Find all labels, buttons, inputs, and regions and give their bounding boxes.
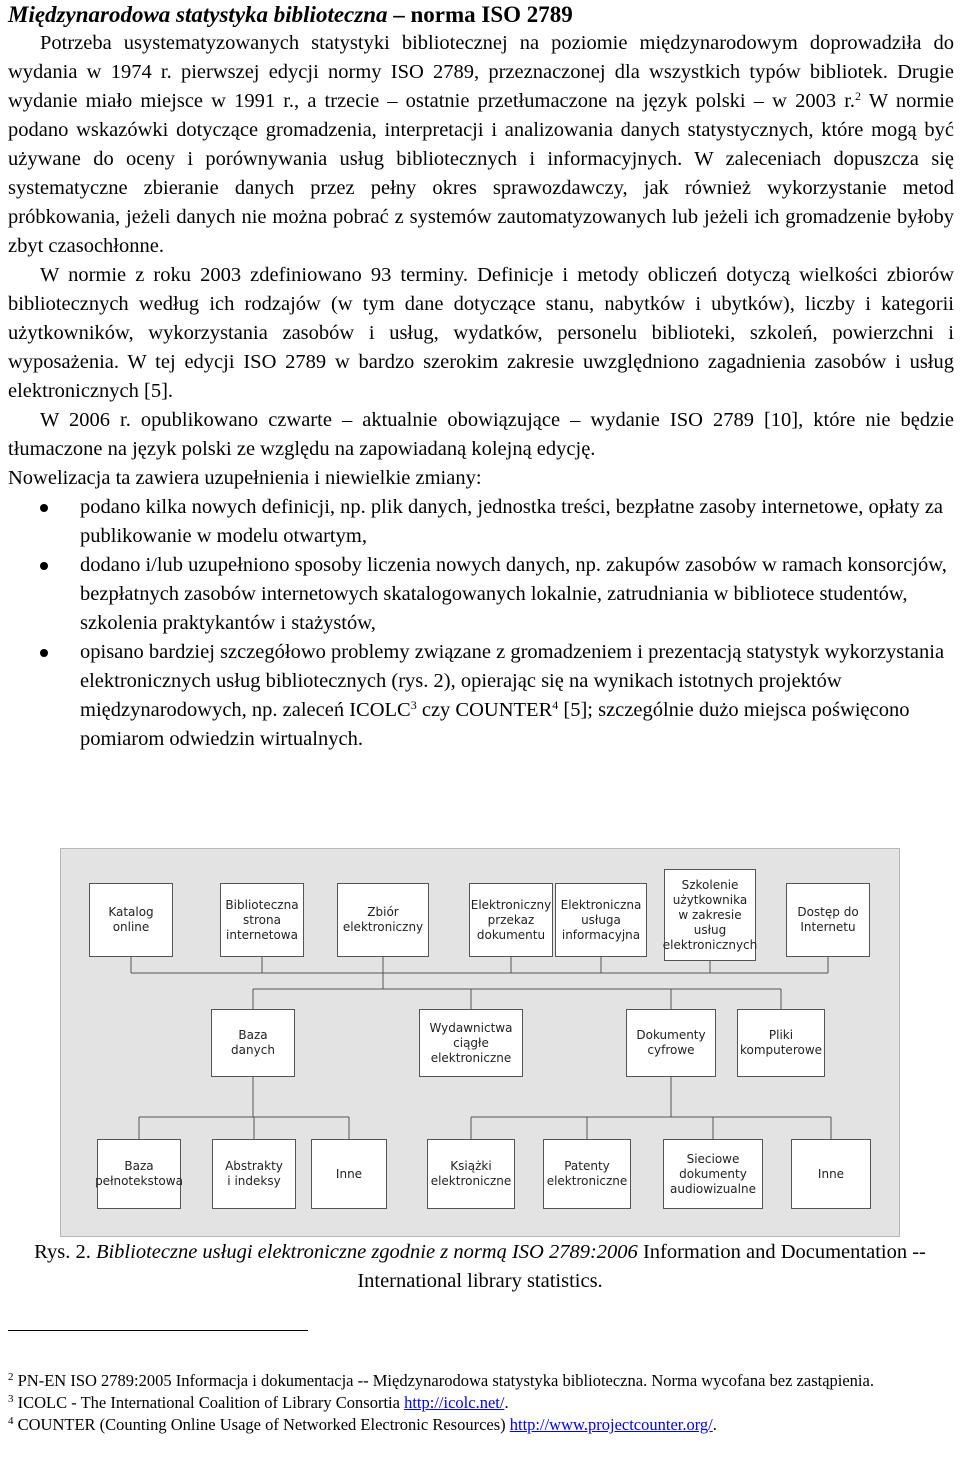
node-dostep-do-internetu: Dostęp do Internetu: [786, 883, 870, 957]
paragraph-1-text-b: W normie podano wskazówki dotyczące gromadzenia, interpretacji i analizowania danych statystycznych, które mogą być używane do oceny i porównywania usług bibliotecznych i informacyjnych. W zaleceniach dopuszcza się systematyczne zbieranie danych przez pełny okres sprawozdawczy, jak również wykorzystanie metod próbkowania, jeżeli danych nie można pobrać z systemów zautomatyzowanych lub jeżeli ich gromadzenie byłoby zbyt czasochłonne.: [8, 90, 954, 257]
node-elektroniczny-przekaz: Elektroniczny przekaz dokumentu: [469, 883, 553, 957]
node-katalog-online: Katalog online: [89, 883, 173, 957]
list-item-text: [5]; szczególnie dużo miejsca poświęcono pomiarom odwiedzin wirtualnych.: [80, 699, 910, 750]
footnote-3: [8, 1392, 948, 1414]
node-patenty-elektroniczne: Patenty elektroniczne: [543, 1139, 631, 1209]
services-diagram: [60, 848, 900, 1237]
node-sieciowe-dokumenty: Sieciowe dokumenty audiowizualne: [663, 1139, 763, 1209]
footnote-number: 4: [8, 1415, 14, 1427]
node-zbior-elektroniczny: Zbiór elektroniczny: [337, 883, 429, 957]
footnote-text: .: [712, 1415, 717, 1434]
footnote-4: [8, 1414, 948, 1436]
footnote-text: PN-EN ISO 2789:2005 Informacja i dokumentacja -- Międzynarodowa statystyka biblioteczna. Norma wycofana bez zastąpienia.: [13, 1371, 874, 1390]
heading-norm: – norma ISO 2789: [387, 2, 573, 27]
node-pliki-komputerowe: Pliki komputerowe: [737, 1009, 825, 1077]
bullet-icon: [40, 562, 48, 570]
footnote-2: [8, 1370, 948, 1392]
footnote-text: COUNTER (Counting Online Usage of Networked Electronic Resources): [13, 1415, 510, 1434]
node-dokumenty-cyfrowe: Dokumenty cyfrowe: [626, 1009, 716, 1077]
paragraph-2: W normie z roku 2003 zdefiniowano 93 terminy. Definicje i metody obliczeń dotyczą wielkości zbiorów bibliotecznych według ich rodzajów (w tym dane dotyczące stanu, nabytków i ubytków), liczby i kategorii użytkowników, wykorzystania zasobów i usług, wydatków, personelu biblioteki, szkoleń, powierzchni i wyposażenia. W tej edycji ISO 2789 w bardzo szerokim zakresie uwzględniono zagadnienia zasobów i usług elektronicznych [5].: [8, 264, 954, 402]
node-abstrakty-indeksy: Abstrakty i indeksy: [212, 1139, 296, 1209]
list-item-text: dodano i/lub uzupełniono sposoby liczenia nowych danych, np. zakupów zasobów w ramach konsorcjów, bezpłatnych zasobów internetowych skatalogowanych lokalnie, zatrudniania w bibliotece studentów, szkolenia praktykantów i stażystów,: [80, 554, 947, 634]
list-item-text: opisano bardziej szczegółowo problemy związane z gromadzeniem i prezentacją statystyk wykorzystania elektronicznych usług bibliotecznych (rys. 2), opierając się na wynikach istotnych projektów międzynarodowych, np. zaleceń ICOLC: [80, 641, 945, 721]
footnote-ref-2: 2: [855, 89, 862, 103]
bullet-icon: [40, 504, 48, 512]
footnote-separator: [8, 1330, 308, 1331]
document-page: [8, 0, 954, 754]
bullet-icon: [40, 649, 48, 657]
node-elektroniczna-usluga: Elektroniczna usługa informacyjna: [555, 883, 647, 957]
paragraph-1-text-a: Potrzeba usystematyzowanych statystyki bibliotecznej na poziomie międzynarodowym doprowadziła do wydania w 1974 r. pierwszej edycji normy ISO 2789, przeznaczonej dla wszystkich typów bibliotek. Drugie wydanie miało miejsce w 1991 r., a trzecie – ostatnie przetłumaczone na język polski – w 2003 r.: [8, 32, 954, 112]
list-item-text: czy COUNTER: [416, 699, 553, 721]
node-baza-danych: Baza danych: [211, 1009, 295, 1077]
node-szkolenie-uzytkownika: Szkolenie użytkownika w zakresie usług elektronicznych: [664, 869, 756, 961]
list-item-text: podano kilka nowych definicji, np. plik danych, jednostka treści, bezpłatne zasoby internetowe, opłaty za publikowanie w modelu otwartym,: [80, 496, 944, 547]
projectcounter-link[interactable]: http://www.projectcounter.org/: [509, 1415, 713, 1434]
caption-title: Biblioteczne usługi elektroniczne zgodnie z normą ISO 2789:2006: [95, 1241, 638, 1263]
section-heading: [8, 1, 954, 29]
node-biblioteczna-strona: Biblioteczna strona internetowa: [220, 883, 304, 957]
heading-title: Międzynarodowa statystyka biblioteczna: [8, 2, 388, 27]
caption-label: Rys. 2.: [34, 1241, 96, 1263]
node-ksiazki-elektroniczne: Książki elektroniczne: [427, 1139, 515, 1209]
list-item: [8, 638, 954, 754]
footnote-text: ICOLC - The International Coalition of Library Consortia: [13, 1393, 405, 1412]
node-inne-left: Inne: [311, 1139, 387, 1209]
node-inne-right: Inne: [791, 1139, 871, 1209]
footnote-text: .: [504, 1393, 509, 1412]
footnote-ref-4: 4: [552, 698, 559, 712]
paragraph-4: Nowelizacja ta zawiera uzupełnienia i niewielkie zmiany:: [8, 467, 482, 489]
list-item: [8, 551, 954, 638]
paragraph-1: [8, 29, 954, 261]
footnote-number: 2: [8, 1371, 14, 1383]
node-wydawnictwa-ciagle: Wydawnictwa ciągłe elektroniczne: [419, 1009, 523, 1077]
caption-source: Information and Documentation -- International library statistics.: [357, 1241, 926, 1292]
list-item: [8, 493, 954, 551]
paragraph-3: W 2006 r. opublikowano czwarte – aktualnie obowiązujące – wydanie ISO 2789 [10], które nie będzie tłumaczone na język polski ze względu na zapowiadaną kolejną edycję.: [8, 409, 954, 460]
footnotes: [8, 1370, 948, 1436]
change-list: [8, 493, 954, 754]
node-baza-pelnotekstowa: Baza pełnotekstowa: [97, 1139, 181, 1209]
footnote-ref-3: 3: [410, 698, 417, 712]
figure-caption: [0, 1238, 960, 1296]
footnote-number: 3: [8, 1393, 14, 1405]
icolc-link[interactable]: http://icolc.net/: [404, 1393, 505, 1412]
